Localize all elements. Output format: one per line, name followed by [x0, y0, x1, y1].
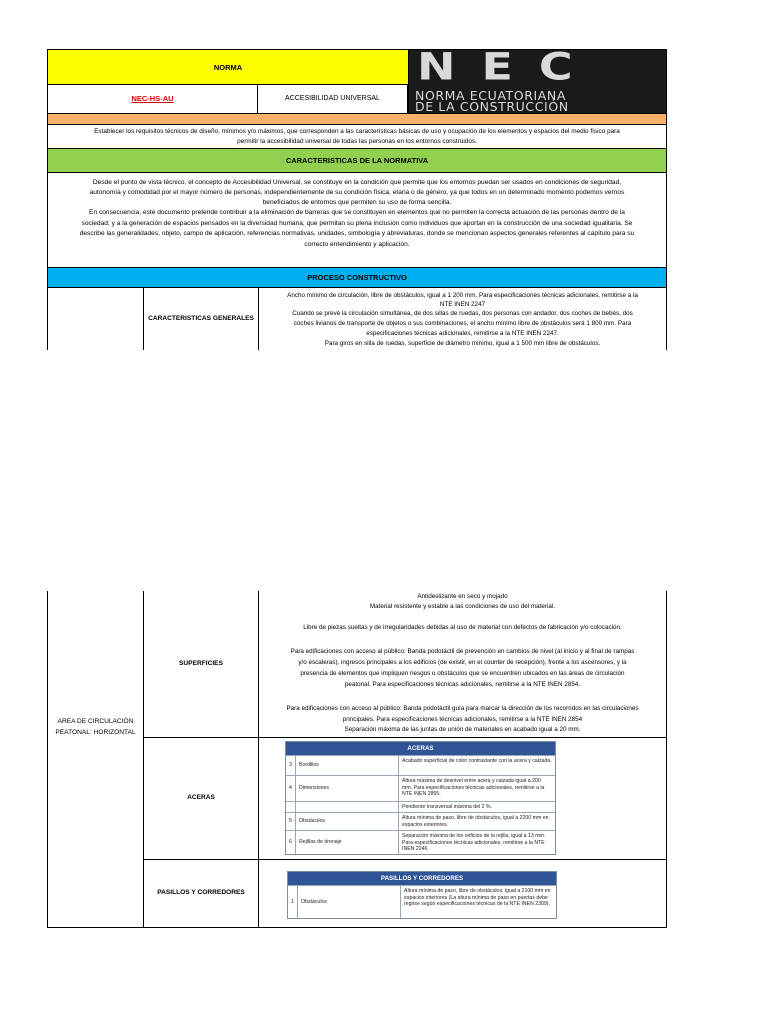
- row-number: 3: [286, 756, 296, 775]
- table-row: [286, 801, 555, 812]
- objective-line-2: permitir la accesibilidad universal de todas las personas en los entornos construidos.: [237, 138, 477, 145]
- proceso-left-border: [47, 288, 48, 350]
- table-row: [286, 812, 555, 830]
- table-row: [288, 885, 556, 918]
- superficies-line-11: Para edificaciones con acceso al público: Banda podotáctil guía para marcar la dirección de los recorridos en las circulaciones: [286, 705, 639, 712]
- generales-line-5: especificaciones técnicas adicionales, remitirse a la NTE INEN 2247.: [366, 330, 559, 337]
- nec-logo-line2: DE LA CONSTRUCCIÓN: [415, 99, 569, 114]
- superficies-line-2: Material resistente y estable a las condiciones de uso del material.: [369, 603, 556, 610]
- caracteristicas-line-4: En consecuencia, este documento pretende contribuir a la eliminación de barreras que se constituyen en elementos que no permiten la correcta actuación de las personas dentro de la: [89, 209, 625, 216]
- row-number: 1: [288, 886, 298, 918]
- code-cell: [47, 84, 258, 114]
- row-key: Obstáculos: [298, 886, 401, 918]
- row-key: Bordillos: [296, 756, 399, 775]
- superficies-line-6: Para edificaciones con acceso al público: Banda podotáctil de prevención en cambios de nivel (al inicio y al final de rampas: [290, 648, 635, 655]
- p2-right-border: [666, 591, 667, 928]
- row-value: Altura mínima de paso, libre de obstáculos, igual a 2200 mm en espacios exteriores.: [402, 815, 549, 828]
- superficies-line-9: peatonal. Para especificaciones técnicas adicionales, remitirse a la NTE INEN 2854.: [344, 681, 581, 688]
- p2-row-sep-1: [143, 737, 667, 738]
- nec-logo-line1: NORMA ECUATORIANA: [415, 88, 567, 103]
- generales-label: CARACTERISTICAS GENERALES: [148, 315, 254, 322]
- area-label-line-2: PEATONAL: HORIZONTAL: [55, 729, 136, 736]
- row-key: Rejillas de drenaje: [296, 831, 399, 854]
- caracteristicas-line-1: Desde el punto de vista técnico, el concepto de Accesibilidad Universal, se constituye en la condición que permite que los entornos puedan ser usados en condiciones de seguridad,: [92, 179, 622, 186]
- title-cell: [257, 84, 408, 114]
- row-value: Pendiente transversal máxima del 2 %.: [402, 804, 492, 810]
- caracteristicas-line-2: autonomía y comodidad por el mayor número de personas, independientemente de su condición física, etaria o de género, ya que todos en un determinado momento podemos vernos: [89, 189, 625, 196]
- table-row: [286, 755, 555, 775]
- superficies-line-4: Libre de piezas sueltas y de irregularidades debidas al uso de material con defectos de fabricación y/o colocación.: [303, 624, 622, 631]
- generales-line-1: Ancho mínimo de circulación, libre de obstáculos, igual a 1 200 mm. Para especificaciones técnicas adicionales, remitirse a la: [287, 292, 638, 299]
- generales-line-2: NTE INEN 2247: [439, 301, 486, 308]
- row-number: 4: [286, 776, 296, 801]
- row-value: Separación máxima de los orificios de la rejilla, igual a 13 mm. Para especificaciones técnicas adicionales, remitirse a la NTE INEN 2246.: [402, 833, 546, 853]
- p2-row-sep-2: [143, 859, 667, 860]
- area-label-line-1: AREA DE CIRCULACIÓN: [57, 718, 134, 725]
- pasillos-label: PASILLOS Y CORREDORES: [157, 889, 245, 896]
- row-number: [286, 802, 296, 812]
- superficies-line-8: presencia de elementos que impliquen riesgos u obstáculos que se encuentren ubicados en las áreas de circulación: [300, 670, 625, 677]
- superficies-line-1: Antideslizante en seco y mojado: [417, 593, 508, 600]
- objective-line-1: Establecer los requisitos técnicos de diseño, mínimos y/o máximos, que corresponden a las características básicas de uso y ocupación de los elementos y espacios del medio físico para: [94, 128, 620, 135]
- row-number: 6: [286, 831, 296, 854]
- aceras-table: [285, 741, 556, 855]
- pasillos-table-title: PASILLOS Y CORREDORES: [288, 872, 556, 885]
- row-number: 5: [286, 813, 296, 830]
- nec-logo-letters: NEC: [417, 49, 599, 89]
- superficies-line-13: Separación máxima de las juntas de unión de materiales en acabado igual a 20 mm.: [344, 726, 581, 733]
- caracteristicas-line-5: sociedad; y a la generación de espacios pensados en la diversidad humana, que permitan su plena inclusión como individuos que aportan en la construcción de una sociedad igualitaria. Se: [81, 220, 633, 227]
- aceras-table-title: ACERAS: [286, 742, 555, 755]
- norma-code: NEC-HS-AU: [131, 94, 174, 103]
- generales-line-6: Para giros en silla de ruedas, superficie de diámetro mínimo, igual a 1 500 mm libre de obstáculos.: [324, 340, 601, 347]
- norma-header: [47, 49, 408, 85]
- proceso-right-border: [666, 288, 667, 350]
- p2-col-divider-1: [143, 591, 144, 928]
- caracteristicas-line-3: beneficiados de entornos que permiten su uso de forma sencilla.: [262, 199, 452, 206]
- table-row: [286, 775, 555, 801]
- generales-body: [259, 288, 666, 350]
- row-key: Obstáculos: [296, 813, 399, 830]
- generales-line-4: coches livianos de transporte de objetos o sus combinaciones, el ancho mínimo libre de obstáculos será 1 800 mm. Para: [293, 320, 632, 327]
- proceso-heading: PROCESO CONSTRUCTIVO: [47, 267, 667, 288]
- pasillos-table: [287, 871, 557, 919]
- caracteristicas-line-7: correcto entendimiento y aplicación.: [304, 241, 410, 248]
- caracteristicas-body: [47, 173, 667, 267]
- p2-bottom-border: [47, 927, 667, 928]
- row-value: Acabado superficial de color contrastante con la acera y calzada.: [402, 758, 552, 764]
- table-row: [286, 830, 555, 854]
- generales-line-3: Cuando se prevé la circulación simultánea, de dos sillas de ruedas, dos personas con andador, dos coches de bebés, dos: [292, 310, 633, 317]
- aceras-label: ACERAS: [187, 794, 215, 801]
- caracteristicas-line-6: describe las generalidades, objeto, campo de aplicación, referencias normativas, unidades, simbología y abreviaturas, donde se mencionan aspectos generales referentes al capítulo para su: [79, 230, 635, 237]
- row-value: Altura máxima de desnivel entre acera y calzada igual a 200 mm. Para especificaciones técnicas adicionales, remitirse a la NTE INEN 2855.: [402, 778, 545, 798]
- orange-separator: [47, 114, 667, 125]
- norma-title: ACCESIBILIDAD UNIVERSAL: [285, 95, 380, 102]
- row-value: Altura mínima de paso, libre de obstáculos, igual a 2100 mm en espacios interiores (La altura mínima de paso en puertas debe regirse según especificaciones técnicas de la NTE INEN 2309).: [404, 888, 551, 908]
- superficies-line-12: principales. Para especificaciones técnicas adicionales, remitirse a la NTE INEN 2854: [342, 716, 583, 723]
- row-key: Dimensiones: [296, 776, 399, 801]
- row-key: [296, 802, 399, 812]
- norma-label: NORMA: [213, 62, 243, 72]
- nec-logo: [408, 49, 667, 114]
- caracteristicas-heading: CARACTERISTICAS DE LA NORMATIVA: [47, 148, 667, 173]
- superficies-body: [259, 591, 666, 737]
- superficies-line-7: y/o escaleras), ingresos principales a los edificios (de existir, en el counter de recepción), frente a los ascensores, y la: [298, 659, 627, 666]
- objective-box: [47, 125, 667, 148]
- p2-left-border: [47, 591, 48, 928]
- superficies-label: SUPERFICIES: [179, 660, 223, 667]
